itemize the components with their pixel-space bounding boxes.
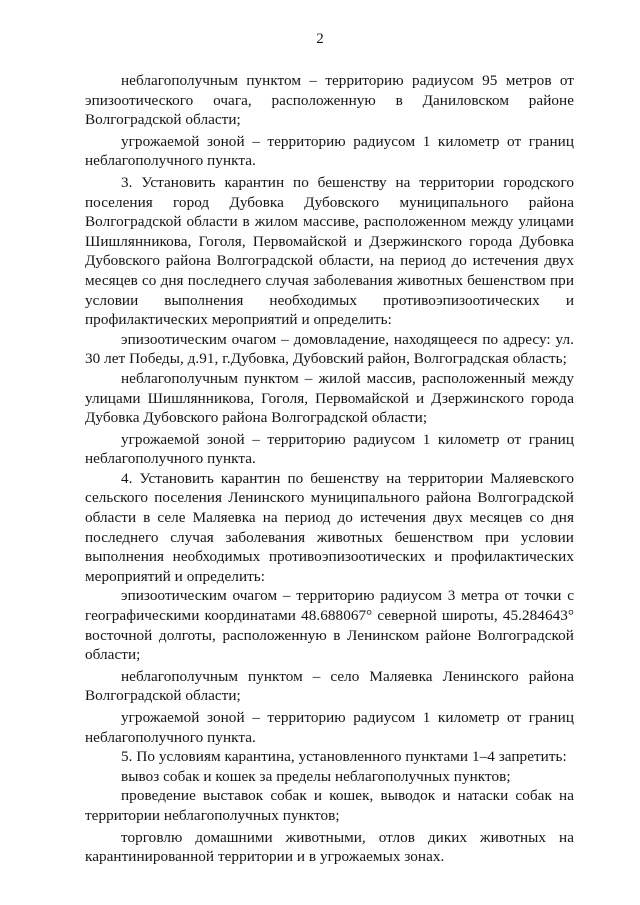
- paragraph-item-3-dubovka: 3. Установить карантин по бешенству на территории городского поселения город Дубовка Дубовского муниципального района Волгоградской области в жилом массиве, расположенном между улицами Шишлянникова, Гоголя, Первомайской и Дзержинского города Дубовка Дубовского района Волгоградской области, на период до истечения двух месяцев со дня последнего случая заболевания животных бешенством при условии выполнения необходимых противоэпизоотических и профилактических мероприятий и определить:: [85, 173, 574, 329]
- paragraph-threatened-zone-3: угрожаемой зоной – территорию радиусом 1 километр от границ неблагополучного пункта.: [85, 709, 574, 746]
- paragraph-epizootic-focus-malyaevka: эпизоотическим очагом – территорию радиусом 3 метра от точки с географическими координатами 48.688067° северной широты, 45.284643° восточной долготы, расположенную в Ленинском районе Волгоградской области;: [85, 587, 574, 664]
- paragraph-prohibition-exhibitions: проведение выставок собак и кошек, выводок и натаски собак на территории неблагополучных пунктов;: [85, 787, 574, 824]
- paragraph-threatened-zone-2: угрожаемой зоной – территорию радиусом 1 километр от границ неблагополучного пункта.: [85, 430, 574, 468]
- paragraph-unfavorable-point-dubovka: неблагополучным пунктом – жилой массив, расположенный между улицами Шишлянникова, Гоголя, Первомайской и Дзержинского города Дубовка Дубовского района Волгоградской области;: [85, 369, 574, 427]
- page-number: 2: [316, 31, 324, 47]
- paragraph-unfavorable-point-danilovsky: неблагополучным пунктом – территорию радиусом 95 метров от эпизоотического очага, расположенную в Даниловском районе Волгоградской области;: [85, 72, 574, 129]
- paragraph-item-4-malyaevka: 4. Установить карантин по бешенству на территории Маляевского сельского поселения Ленинского муниципального района Волгоградской области в селе Маляевка на период до истечения двух месяцев со дня последнего случая заболевания животных бешенством при условии выполнения необходимых противоэпизоотических и профилактических мероприятий и определить:: [85, 469, 574, 585]
- paragraph-threatened-zone-1: угрожаемой зоной – территорию радиусом 1 километр от границ неблагополучного пункта.: [85, 132, 574, 170]
- paragraph-prohibition-export: вывоз собак и кошек за пределы неблагополучных пунктов;: [121, 767, 511, 785]
- paragraph-unfavorable-point-malyaevka: неблагополучным пунктом – село Маляевка Ленинского района Волгоградской области;: [85, 667, 574, 705]
- document-body: [85, 71, 574, 867]
- paragraph-prohibition-trade: торговлю домашними животными, отлов диких животных на карантинированной территории и в угрожаемых зонах.: [85, 828, 574, 866]
- paragraph-item-5-prohibitions: 5. По условиям карантина, установленного пунктами 1–4 запретить:: [121, 748, 567, 766]
- paragraph-epizootic-focus-dubovka: эпизоотическим очагом – домовладение, находящееся по адресу: ул. 30 лет Победы, д.91, г.Дубовка, Дубовский район, Волгоградская область;: [85, 330, 574, 368]
